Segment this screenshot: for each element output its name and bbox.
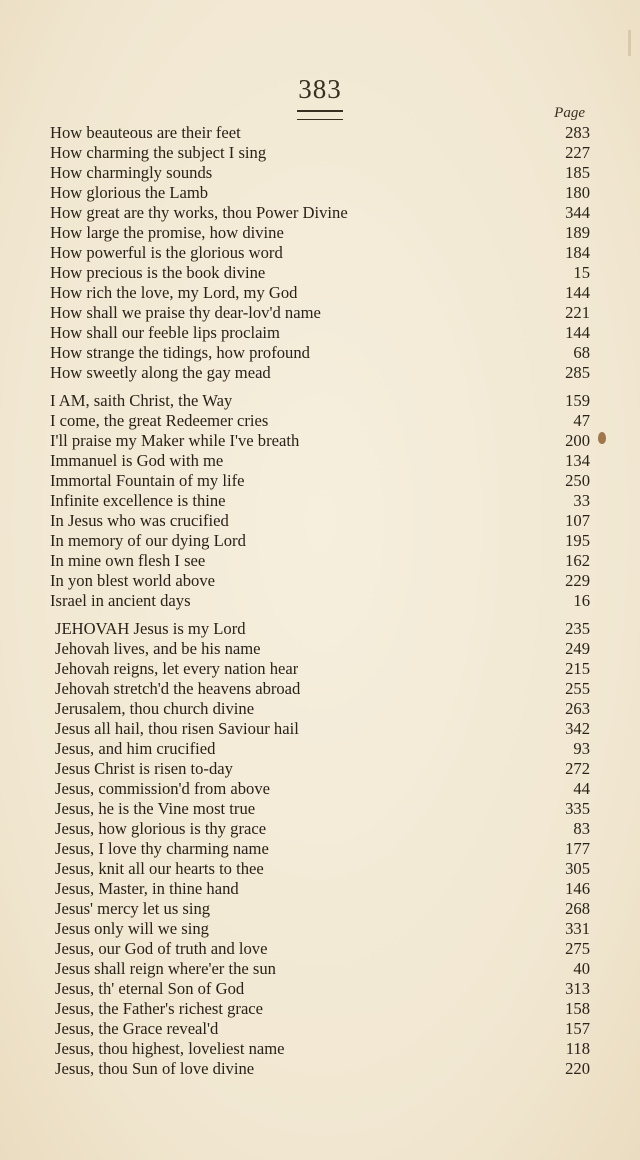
index-entry — [50, 679, 590, 699]
hymn-first-line: Infinite excellence is thine — [50, 491, 226, 510]
hymn-first-line: How large the promise, how divine — [50, 223, 284, 242]
hymn-page-number: 285 — [565, 363, 590, 382]
hymn-first-line: JEHOVAH Jesus is my Lord — [55, 619, 246, 638]
hymn-page-number: 344 — [565, 203, 590, 222]
index-entry — [50, 719, 590, 739]
hymn-first-line: I AM, saith Christ, the Way — [50, 391, 233, 410]
hymn-page-number: 220 — [565, 1059, 590, 1078]
hymn-first-line: How sweetly along the gay mead — [50, 363, 271, 382]
hymn-first-line: Jehovah stretch'd the heavens abroad — [55, 679, 301, 698]
index-section-jehovah — [50, 619, 590, 1079]
first-line-index — [50, 123, 590, 1079]
index-entry — [50, 223, 590, 243]
hymn-page-number: 227 — [565, 143, 590, 162]
hymn-first-line: Jesus, knit all our hearts to thee — [55, 859, 264, 878]
hymn-first-line: Jesus, th' eternal Son of God — [55, 979, 245, 998]
hymn-first-line: In mine own flesh I see — [50, 551, 206, 570]
hymn-page-number: 180 — [565, 183, 590, 202]
hymn-first-line: Immortal Fountain of my life — [50, 471, 245, 490]
hymn-page-number: 68 — [573, 343, 590, 362]
hymn-first-line: How glorious the Lamb — [50, 183, 209, 202]
index-entry — [50, 203, 590, 223]
hymn-page-number: 200 — [565, 431, 590, 450]
hymn-first-line: Israel in ancient days — [50, 591, 191, 610]
index-entry — [50, 431, 590, 451]
hymn-first-line: How shall we praise thy dear-lov'd name — [50, 303, 321, 322]
index-entry — [50, 411, 590, 431]
hymn-first-line: Jesus' mercy let us sing — [55, 899, 211, 918]
hymn-page-number: 158 — [565, 999, 590, 1018]
index-entry — [50, 959, 590, 979]
hymn-page-number: 331 — [565, 919, 590, 938]
index-entry — [50, 363, 590, 383]
hymn-page-number: 189 — [565, 223, 590, 242]
hymn-first-line: How charmingly sounds — [50, 163, 213, 182]
hymn-first-line: Jesus, commission'd from above — [55, 779, 270, 798]
index-entry — [50, 779, 590, 799]
hymn-page-number: 16 — [573, 591, 590, 610]
index-entry — [50, 163, 590, 183]
hymn-first-line: Jesus Christ is risen to-day — [55, 759, 233, 778]
hymn-page-number: 83 — [573, 819, 590, 838]
hymn-page-number: 283 — [565, 123, 590, 142]
hymn-page-number: 235 — [565, 619, 590, 638]
index-entry — [50, 1059, 590, 1079]
hymn-first-line: How precious is the book divine — [50, 263, 266, 282]
index-entry — [50, 1039, 590, 1059]
hymn-page-number: 229 — [565, 571, 590, 590]
index-entry — [50, 739, 590, 759]
index-entry — [50, 143, 590, 163]
index-entry — [50, 451, 590, 471]
hymn-page-number: 157 — [565, 1019, 590, 1038]
index-entry — [50, 939, 590, 959]
index-entry — [50, 323, 590, 343]
hymn-page-number: 40 — [573, 959, 590, 978]
index-entry — [50, 859, 590, 879]
hymn-page-number: 342 — [565, 719, 590, 738]
hymn-first-line: How great are thy works, thou Power Divine — [50, 203, 348, 222]
index-entry — [50, 879, 590, 899]
hymn-first-line: Jesus, Master, in thine hand — [55, 879, 239, 898]
hymn-first-line: Jesus only will we sing — [55, 919, 209, 938]
hymn-page-number: 221 — [565, 303, 590, 322]
hymn-page-number: 184 — [565, 243, 590, 262]
index-entry — [50, 243, 590, 263]
hymn-first-line: Jerusalem, thou church divine — [55, 699, 255, 718]
hymn-page-number: 144 — [565, 323, 590, 342]
index-entry — [50, 511, 590, 531]
hymn-first-line: In memory of our dying Lord — [50, 531, 246, 550]
index-entry — [50, 123, 590, 143]
title-rule — [297, 110, 343, 120]
hymn-page-number: 93 — [573, 739, 590, 758]
hymn-page-number: 47 — [573, 411, 590, 430]
hymn-page-number: 15 — [573, 263, 590, 282]
hymn-page-number: 249 — [565, 639, 590, 658]
hymn-first-line: I come, the great Redeemer cries — [50, 411, 269, 430]
index-entry — [50, 919, 590, 939]
hymn-first-line: How powerful is the glorious word — [50, 243, 283, 262]
hymn-first-line: How beauteous are their feet — [50, 123, 241, 142]
hymn-first-line: Jesus, thou highest, loveliest name — [55, 1039, 285, 1058]
hymn-first-line: Jehovah lives, and be his name — [55, 639, 261, 658]
index-entry — [50, 343, 590, 363]
hymn-page-number: 313 — [565, 979, 590, 998]
hymn-page-number: 255 — [565, 679, 590, 698]
hymn-first-line: I'll praise my Maker while I've breath — [50, 431, 300, 450]
hymn-page-number: 177 — [565, 839, 590, 858]
hymn-page-number: 272 — [565, 759, 590, 778]
index-entry — [50, 571, 590, 591]
index-entry — [50, 619, 590, 639]
hymn-page-number: 335 — [565, 799, 590, 818]
index-entry — [50, 899, 590, 919]
hymn-page-number: 44 — [573, 779, 590, 798]
index-entry — [50, 839, 590, 859]
index-entry — [50, 471, 590, 491]
ink-blot — [598, 432, 606, 444]
hymn-page-number: 185 — [565, 163, 590, 182]
hymn-first-line: In Jesus who was crucified — [50, 511, 229, 530]
index-entry — [50, 303, 590, 323]
hymn-first-line: Jesus, how glorious is thy grace — [55, 819, 267, 838]
index-entry — [50, 183, 590, 203]
hymn-first-line: Jesus, our God of truth and love — [55, 939, 268, 958]
hymn-first-line: Jesus, the Father's richest grace — [55, 999, 264, 1018]
index-entry — [50, 979, 590, 999]
index-entry — [50, 491, 590, 511]
index-entry — [50, 283, 590, 303]
index-entry — [50, 263, 590, 283]
index-entry — [50, 591, 590, 611]
hymn-first-line: How charming the subject I sing — [50, 143, 267, 162]
index-section-i — [50, 391, 590, 611]
hymn-page-number: 144 — [565, 283, 590, 302]
hymn-page-number: 250 — [565, 471, 590, 490]
hymn-page-number: 275 — [565, 939, 590, 958]
hymn-first-line: How shall our feeble lips proclaim — [50, 323, 280, 342]
hymn-page-number: 305 — [565, 859, 590, 878]
page-number: 383 — [298, 74, 342, 104]
index-entry — [50, 799, 590, 819]
index-entry — [50, 699, 590, 719]
hymn-page-number: 107 — [565, 511, 590, 530]
index-entry — [50, 819, 590, 839]
hymn-first-line: Jesus, the Grace reveal'd — [55, 1019, 219, 1038]
hymn-first-line: Jesus, I love thy charming name — [55, 839, 269, 858]
index-entry — [50, 1019, 590, 1039]
hymn-page-number: 268 — [565, 899, 590, 918]
page-column-header: Page — [554, 105, 585, 121]
hymn-page-number: 162 — [565, 551, 590, 570]
hymn-first-line: In yon blest world above — [50, 571, 215, 590]
hymn-first-line: Jehovah reigns, let every nation hear — [55, 659, 299, 678]
hymn-page-number: 134 — [565, 451, 590, 470]
index-entry — [50, 999, 590, 1019]
hymn-first-line: How strange the tidings, how profound — [50, 343, 310, 362]
hymn-page-number: 215 — [565, 659, 590, 678]
index-entry — [50, 759, 590, 779]
hymn-first-line: Jesus shall reign where'er the sun — [55, 959, 276, 978]
index-entry — [50, 391, 590, 411]
index-entry — [50, 551, 590, 571]
hymn-first-line: Jesus, he is the Vine most true — [55, 799, 256, 818]
hymn-page-number: 33 — [573, 491, 590, 510]
index-entry — [50, 531, 590, 551]
hymn-page-number: 159 — [565, 391, 590, 410]
page-edge-mark — [628, 30, 631, 56]
hymn-first-line: Jesus all hail, thou risen Saviour hail — [55, 719, 299, 738]
hymn-first-line: Jesus, and him crucified — [55, 739, 216, 758]
index-section-how — [50, 123, 590, 383]
hymn-first-line: Immanuel is God with me — [50, 451, 224, 470]
hymn-first-line: How rich the love, my Lord, my God — [50, 283, 298, 302]
hymn-page-number: 118 — [565, 1039, 590, 1058]
hymn-page-number: 195 — [565, 531, 590, 550]
hymn-first-line: Jesus, thou Sun of love divine — [55, 1059, 255, 1078]
hymn-page-number: 146 — [565, 879, 590, 898]
index-entry — [50, 659, 590, 679]
hymn-page-number: 263 — [565, 699, 590, 718]
index-entry — [50, 639, 590, 659]
